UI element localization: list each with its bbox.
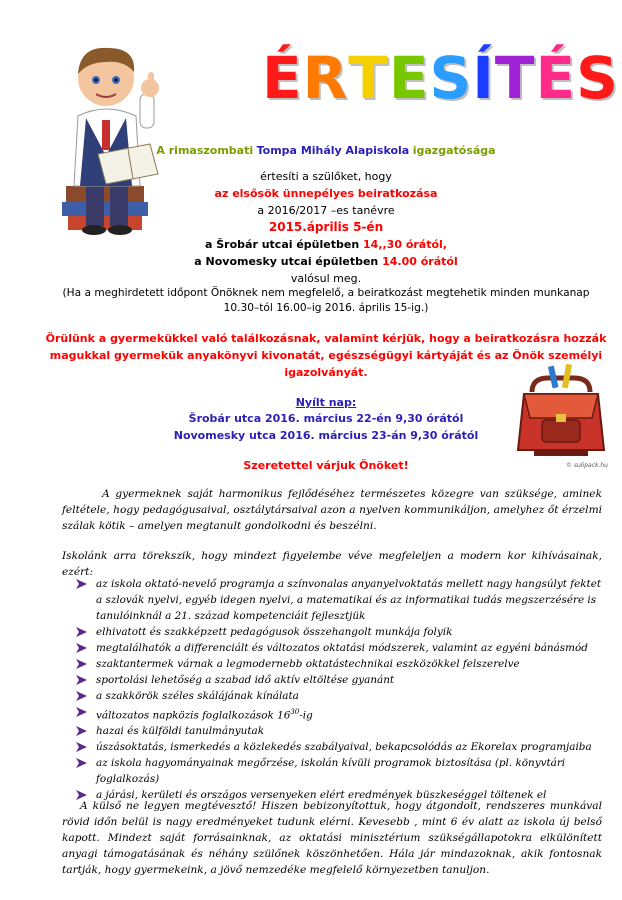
request-line-2: magukkal gyermekük anyakönyvi kivonatát, egészségügyi kártyáját és az Önök személyi (49, 349, 603, 362)
list-item (76, 739, 606, 755)
notice-line-7: valósul meg. (290, 272, 362, 285)
notice-line-6 (30, 253, 622, 270)
notice-line-3: a 2016/2017 –es tanévre (257, 204, 395, 217)
list-item (76, 576, 606, 624)
school-name: Tompa Mihály Alapiskola (256, 144, 410, 157)
list-item-text: hazai és külföldi tanulmányutak (96, 725, 265, 738)
paragraph-1: A gyermeknek saját harmonikus fejlődéséhez természetes közegre van szüksége, aminek feltétele, hogy pedagógusaival, osztálytársaival azon a nyelven kommunikáljon, amelyhez őt érzelmi szálak kötik – amelyen megtanult gondolkodni és beszélni. (62, 488, 602, 532)
novomesky-time: 14.00 órától (382, 255, 458, 268)
arrow-bullet-icon (76, 726, 87, 736)
list-item (76, 672, 606, 688)
page-title (262, 42, 619, 114)
notice-line-9: 10.30–tól 16.00–ig 2016. április 15-ig.) (223, 302, 429, 314)
school-pre: A rimaszombati (156, 144, 254, 157)
arrow-bullet-icon (76, 742, 87, 752)
arrow-bullet-icon (76, 659, 87, 669)
title-letter: Í (472, 44, 495, 112)
list-item (76, 723, 606, 739)
list-item-text: szaktantermek várnak a legmodernebb oktatástechnikai eszközökkel felszerelve (96, 658, 520, 670)
school-header (30, 142, 622, 159)
list-item-text: az iskola oktató-nevelő programja a színvonalas anyanyelvoktatás mellett nagy hangsúlyt fektet a szlovák nyelvi, egyéb idegen nyelvi, a matematikai és az informatikai tudás megszerzésére is tanulóinknál a 21. század kompetenciáit fejlesztjük (96, 578, 602, 622)
list-item (76, 704, 606, 723)
notice-line-2: az elsősök ünnepélyes beiratkozása (214, 187, 438, 200)
list-item (76, 656, 606, 672)
paragraph-2: Iskolánk arra törekszik, hogy mindezt figyelembe véve megfeleljen a modern kor kihívásainak, ezért: (62, 550, 602, 578)
list-item-text: a járási, kerületi és országos versenyeken elért eredmények büszkeséggel töltenek el (96, 789, 547, 802)
title-letter: T (494, 44, 536, 112)
notice-line-5 (30, 236, 622, 253)
arrow-bullet-icon (76, 643, 87, 653)
request-line-3: igazolványát. (284, 366, 368, 379)
napkozi-sup: 30 (290, 708, 300, 716)
school-bag-icon (512, 364, 608, 468)
list-item (76, 640, 606, 656)
srobar-time: 14,,30 órától, (363, 238, 447, 251)
arrow-bullet-icon (76, 758, 87, 768)
paragraph-3: A külső ne legyen megtévesztő! Hiszen bebizonyítottuk, hogy átgondolt, rendszeres munkával rövid időn belül is nagy eredményeket tudunk elérni. Kevesebb , mint 6 év alatt az iskola új belső kapott. Mindezt saját forrásainknak, az oktatási minisztérium szükségállapotokra elkülönített anyagi támogatásának és néhány szülőnek köszönhetően. Hála jár mindazoknak, akik fontosnak tartják, hogy gyermekeink, a jövő nemzedéke megfelelő környezetben tanuljon. (62, 800, 602, 876)
title-letter: T (348, 44, 389, 112)
notice-line-1: értesíti a szülőket, hogy (260, 170, 392, 183)
list-item (76, 688, 606, 704)
arrow-bullet-icon (76, 691, 87, 701)
list-item-text: az iskola hagyományainak megőrzése, iskolán kívüli programok biztosítása (pl. könyvtári foglalkozás) (96, 757, 566, 786)
request-line-1: Örülünk a gyermekükkel való találkozásnak, valamint kérjük, hogy a beiratkozásra hozzák (45, 332, 607, 345)
open-day-heading: Nyílt nap: (295, 396, 357, 409)
arrow-bullet-icon (76, 707, 87, 717)
feature-list (76, 576, 606, 803)
list-item-text: elhivatott és szakképzett pedagógusok összehangolt munkája folyik (96, 626, 453, 638)
list-item-text: sportolási lehetőség a szabad idő aktív eltöltése gyanánt (96, 674, 395, 686)
list-item (76, 755, 606, 787)
arrow-bullet-icon (76, 627, 87, 637)
notice-date: 2015.április 5-én (268, 220, 384, 234)
welcome-text: Szeretettel várjuk Önöket! (243, 459, 409, 472)
open-day-novomesky: Novomesky utca 2016. március 23-án 9,30 órától (173, 429, 479, 442)
napkozi-suffix: -ig (299, 709, 313, 722)
novomesky-building: a Novomesky utcai épületben (194, 255, 379, 268)
open-day-srobar: Šrobár utca 2016. március 22-én 9,30 órától (188, 412, 464, 425)
list-item-text: megtalálhatók a differenciált és változatos oktatási módszerek, valamint az egyéni bánásmód (96, 642, 588, 654)
list-item-text: változatos napközis foglalkozások 16 (96, 709, 291, 722)
list-item (76, 624, 606, 640)
title-letter: E (388, 44, 430, 112)
title-letter: É (535, 44, 577, 112)
notice-line-8: (Ha a meghirdetett időpont Önöknek nem megfelelő, a beiratkozást megtehetik minden munkanap (62, 287, 590, 299)
bag-caption: © sulipack.hu (566, 462, 608, 469)
list-item-text: úszásoktatás, ismerkedés a közlekedés szabályaival, bekapcsolódás az Ekorelax programjaiba (96, 741, 592, 754)
title-letter: S (429, 44, 473, 112)
arrow-bullet-icon (76, 675, 87, 685)
school-bag-graphic (512, 364, 608, 460)
school-post: igazgatósága (412, 144, 496, 157)
list-item-text: a szakkörök széles skálájának kínálata (96, 690, 299, 702)
title-letter: S (576, 44, 619, 112)
arrow-bullet-icon (76, 579, 87, 589)
title-letter: R (302, 44, 349, 112)
srobar-building: a Šrobár utcai épületben (205, 238, 360, 251)
title-letter: É (262, 44, 303, 112)
